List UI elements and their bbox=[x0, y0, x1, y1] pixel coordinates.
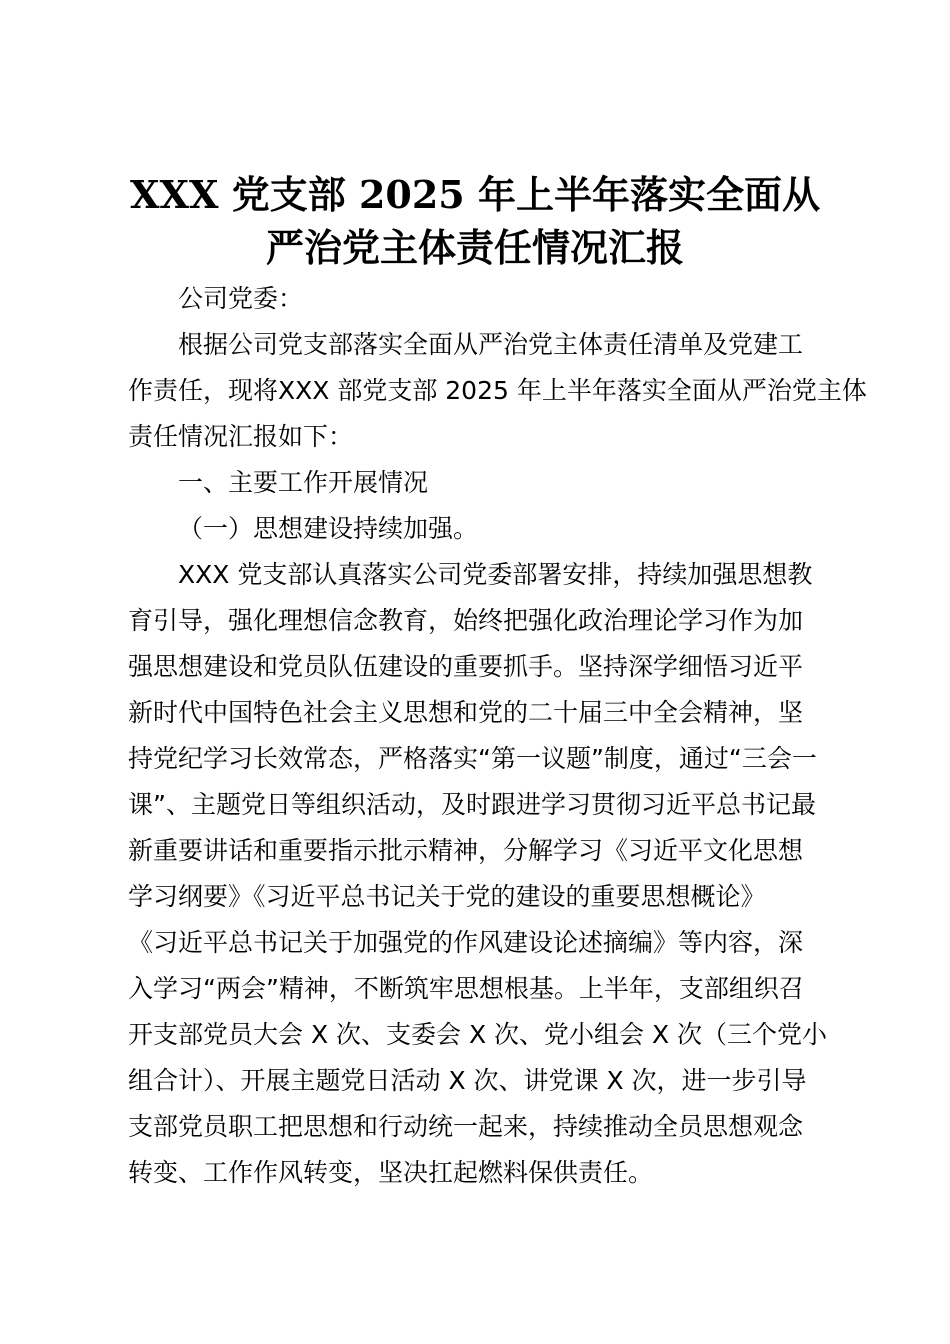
salutation: 公司党委： bbox=[178, 284, 304, 313]
body-line: 课”、主题党日等组织活动，及时跟进学习贯彻习近平总书记最 bbox=[128, 790, 816, 819]
body-line: XXX 党支部认真落实公司党委部署安排，持续加强思想教 bbox=[178, 560, 813, 589]
intro-line-1: 根据公司党支部落实全面从严治党主体责任清单及党建工 bbox=[178, 330, 804, 359]
body-line: 支部党员职工把思想和行动统一起来，持续推动全员思想观念 bbox=[128, 1112, 804, 1141]
document-title-line-2: 严治党主体责任情况汇报 bbox=[265, 225, 684, 270]
body-line: 《习近平总书记关于加强党的作风建设论述摘编》等内容，深 bbox=[128, 928, 804, 957]
body-line: 新时代中国特色社会主义思想和党的二十届三中全会精神，坚 bbox=[128, 698, 804, 727]
document-title-line-1: XXX 党支部 2025 年上半年落实全面从 bbox=[130, 172, 820, 217]
body-line: 组合计）、开展主题党日活动 X 次、讲党课 X 次，进一步引导 bbox=[128, 1066, 807, 1095]
body-line: 强思想建设和党员队伍建设的重要抓手。坚持深学细悟习近平 bbox=[128, 652, 804, 681]
body-line: 开支部党员大会 X 次、支委会 X 次、党小组会 X 次（三个党小 bbox=[128, 1020, 828, 1049]
intro-line-2: 作责任，现将XXX 部党支部 2025 年上半年落实全面从严治党主体 bbox=[128, 376, 867, 405]
section-heading: 一、主要工作开展情况 bbox=[178, 468, 429, 497]
body-line: 学习纲要》《习近平总书记关于党的建设的重要思想概论》 bbox=[128, 882, 766, 911]
body-line: 转变、工作作风转变，坚决扛起燃料保供责任。 bbox=[128, 1158, 654, 1187]
body-line: 育引导，强化理想信念教育，始终把强化政治理论学习作为加 bbox=[128, 606, 804, 635]
body-line: 持党纪学习长效常态，严格落实“第一议题”制度，通过“三会一 bbox=[128, 744, 817, 773]
body-line: 新重要讲话和重要指示批示精神，分解学习《习近平文化思想 bbox=[128, 836, 804, 865]
intro-line-3: 责任情况汇报如下： bbox=[128, 422, 354, 451]
body-line: 入学习“两会”精神，不断筑牢思想根基。上半年，支部组织召 bbox=[128, 974, 804, 1003]
subsection-heading: （一）思想建设持续加强。 bbox=[178, 514, 479, 543]
